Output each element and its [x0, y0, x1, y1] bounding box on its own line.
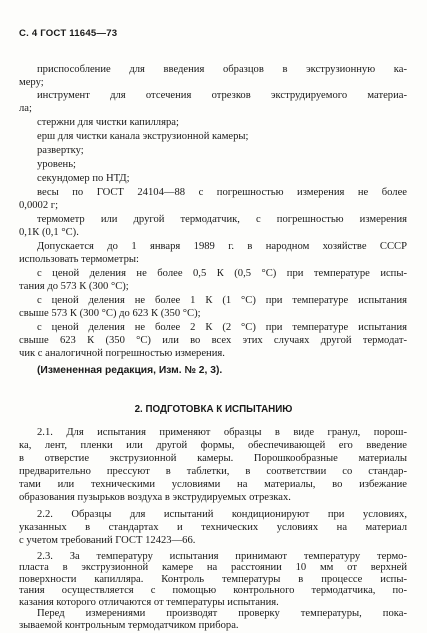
list-item: меру; [19, 77, 44, 88]
paragraph-line: предварительно прессуют в таблетки, в соответствии со стандар- [19, 466, 407, 477]
list-item: стержни для чистки капилляра; [37, 117, 179, 128]
paragraph-line: зываемой контрольным термодатчиком прибора. [19, 619, 239, 631]
text-line: использовать термометры: [19, 254, 139, 265]
list-item: развертку; [37, 145, 84, 156]
paragraph-line: 2.1. Для испытания применяют образцы в виде гранул, порош- [37, 427, 407, 438]
paragraph-line: поверхности капилляра. Контроль температуры в процессе испы- [19, 573, 407, 585]
list-item: с ценой деления не более 0,5 К (0,5 °С) при температуре испы- [37, 268, 407, 279]
paragraph-line: в отверстие экструзионной камеры. Порошкообразные материалы [19, 453, 407, 464]
list-item: с ценой деления не более 1 К (1 °С) при температуре испытания [37, 295, 407, 306]
paragraph-line: указанных в стандартах и технических условиях на материал [19, 522, 407, 533]
text-line: Допускается до 1 января 1989 г. в народном хозяйстве СССР [37, 241, 407, 252]
list-item: тания до 573 К (300 °С); [19, 281, 129, 292]
list-item: 0,1К (0,1 °С). [19, 227, 79, 238]
paragraph-line: 2.2. Образцы для испытаний кондиционируют при условиях, [37, 509, 407, 520]
paragraph-line: с учетом требований ГОСТ 12423—66. [19, 535, 196, 546]
paragraph-line: ка, лент, пленки или другой формы, обеспечивающей его введение [19, 440, 407, 451]
list-item: 0,0002 г; [19, 200, 59, 211]
list-item: инструмент для отсечения отрезков экструдируемого материа- [37, 90, 407, 101]
list-item: свыше 573 К (300 °С) до 623 К (350 °С); [19, 308, 201, 319]
paragraph-line: 2.3. За температуру испытания принимают температуру термо- [37, 550, 407, 562]
list-item: ерш для чистки канала экструзионной камеры; [37, 131, 249, 142]
running-head: С. 4 ГОСТ 11645—73 [19, 28, 118, 39]
list-item: весы по ГОСТ 24104—88 с погрешностью измерения не более [37, 187, 407, 198]
paragraph-line: казания которого отличаются от температуры испытания. [19, 596, 279, 608]
list-item: чик с аналогичной погрешностью измерения. [19, 348, 225, 359]
list-item: уровень; [37, 159, 76, 170]
paragraph-line: образования пузырьков воздуха в экструдируемых отрезках. [19, 492, 291, 503]
section-title: 2. ПОДГОТОВКА К ИСПЫТАНИЮ [134, 404, 293, 415]
list-item: ла; [19, 103, 32, 114]
paragraph-line: Перед измерениями производят проверку температуры, пока- [37, 608, 407, 620]
list-item: с ценой деления не более 2 К (2 °С) при температуре испытания [37, 322, 407, 333]
list-item: секундомер по НТД; [37, 173, 130, 184]
list-item: свыше 623 К (350 °С) или во всех этих случаях другой термодат- [19, 335, 407, 346]
paragraph-line: пласта в экструзионной камере на расстоянии 10 мм от верхней [19, 562, 407, 574]
list-item: приспособление для введения образцов в экструзионную ка- [37, 64, 407, 75]
paragraph-line: тания осуществляется с помощью контрольного термодатчика, по- [19, 585, 407, 597]
amendment-note: (Измененная редакция, Изм. № 2, 3). [37, 365, 223, 376]
list-item: термометр или другой термодатчик, с погрешностью измерения [37, 214, 407, 225]
paragraph-line: тами или техническими условиями на материалы, во избежание [19, 479, 407, 490]
